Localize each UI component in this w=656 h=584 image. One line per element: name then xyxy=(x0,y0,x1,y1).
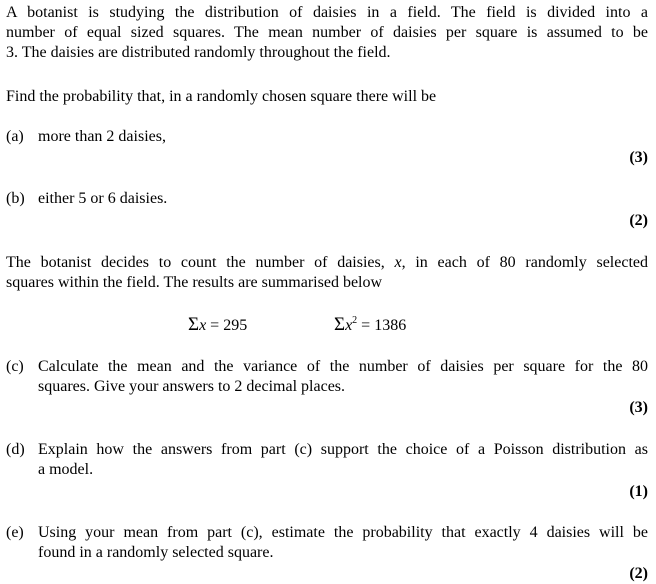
part-b-marks: (2) xyxy=(629,212,648,229)
part-d-label: (d) xyxy=(6,441,25,458)
part-d-line-2: a model. xyxy=(38,461,94,478)
part-a-marks: (3) xyxy=(629,149,648,166)
sum-x-variable: x xyxy=(199,317,207,334)
intro-paragraph xyxy=(6,3,648,63)
sigma-symbol: Σ xyxy=(188,314,200,335)
sigma-symbol: Σ xyxy=(334,314,346,335)
find-prompt xyxy=(6,87,648,107)
question-part-d xyxy=(6,440,648,480)
part-e-marks: (2) xyxy=(629,565,648,582)
part-a-text: more than 2 daisies, xyxy=(38,128,166,145)
question-part-e xyxy=(6,523,648,563)
part-c-marks: (3) xyxy=(629,399,648,416)
intro-line-3: 3. The daisies are distributed randomly throughout the field. xyxy=(6,44,391,61)
question-part-a xyxy=(6,127,648,147)
sum-x2-formula xyxy=(334,314,406,337)
part-d-line-1: Explain how the answers from part (c) support the choice of a Poisson distribution as xyxy=(38,441,648,458)
part-b-label: (b) xyxy=(6,190,25,207)
find-prompt-text: Find the probability that, in a randomly chosen square there will be xyxy=(6,88,437,105)
part-d-marks: (1) xyxy=(629,483,648,500)
part-c-line-2: squares. Give your answers to 2 decimal places. xyxy=(38,378,346,395)
sum-x2-value: = 1386 xyxy=(357,317,407,334)
part-e-line-2: found in a randomly selected square. xyxy=(38,544,274,561)
part-c-label: (c) xyxy=(6,358,24,375)
survey-line-1-post: , in each of 80 randomly selected xyxy=(401,254,648,271)
sum-x-value: = 295 xyxy=(206,317,248,334)
survey-line-2: squares within the field. The results are summarised below xyxy=(6,274,383,291)
question-part-b xyxy=(6,189,648,209)
part-a-label: (a) xyxy=(6,128,24,145)
part-e-label: (e) xyxy=(6,524,24,541)
survey-line-1-pre: The botanist decides to count the number of daisies, xyxy=(6,254,395,271)
survey-variable-x: x xyxy=(394,254,402,271)
survey-paragraph xyxy=(6,253,648,293)
part-c-line-1: Calculate the mean and the variance of the number of daisies per square for the 80 xyxy=(38,358,648,375)
survey-line-1 xyxy=(6,253,648,273)
sum-x2-power: 2 xyxy=(352,315,358,326)
sum-x2-variable: x xyxy=(345,317,353,334)
question-part-c xyxy=(6,357,648,397)
part-e-line-1: Using your mean from part (c), estimate the probability that exactly 4 daisies will be xyxy=(38,524,648,541)
sum-x-formula xyxy=(188,314,247,337)
intro-line-2: number of equal sized squares. The mean number of daisies per square is assumed to be xyxy=(6,24,648,41)
part-b-text: either 5 or 6 daisies. xyxy=(38,190,168,207)
intro-line-1: A botanist is studying the distribution of daisies in a field. The field is divided into a xyxy=(6,4,648,21)
